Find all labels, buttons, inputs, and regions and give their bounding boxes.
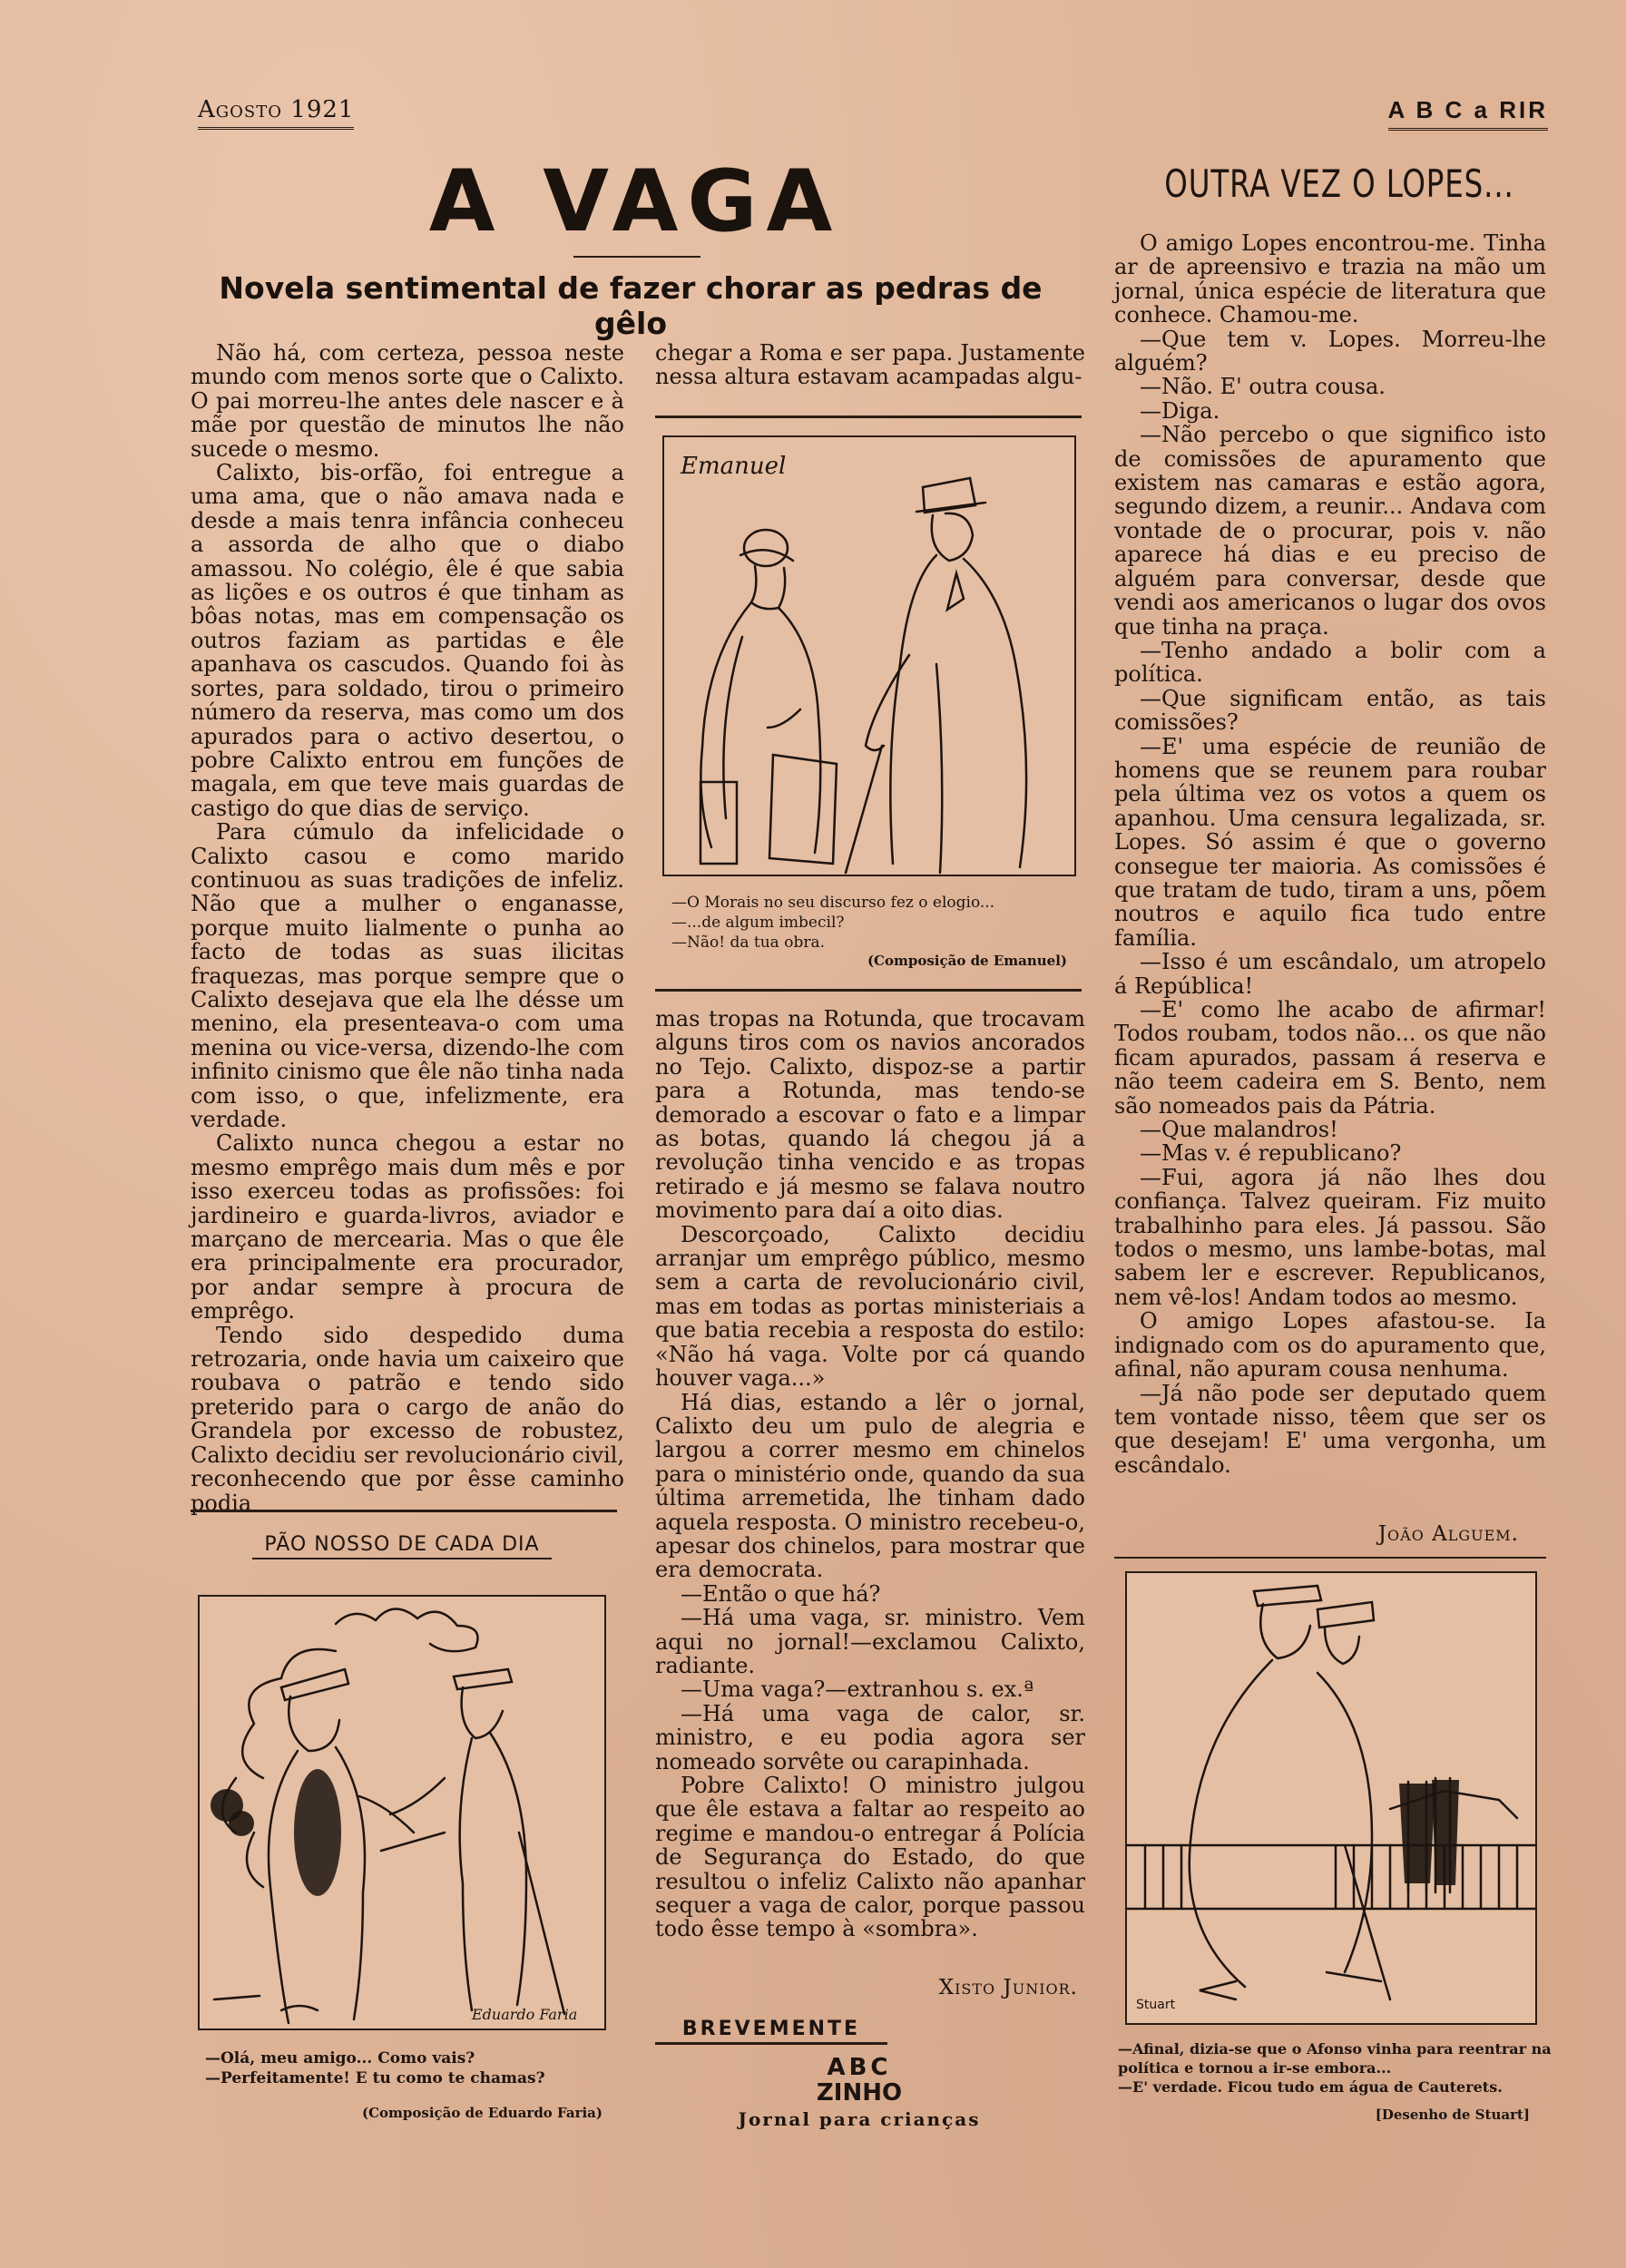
paragraph: mas tropas na Rotunda, que trocavam alguns tiros com os navios ancorados no Tejo. Calixto, dispoz-se a partir para a Rotunda, mas tendo-se demorado a escovar o fato e a limpar as botas, quando lá chegou já a revolução tinha vencido e as tropas retirado e já mesmo se falava noutro movimento para daí a oito dias. <box>655 1006 1085 1224</box>
divider <box>191 1510 617 1512</box>
side-story-title: OUTRA VEZ O LOPES... <box>1164 161 1514 206</box>
paragraph: —Uma vaga?—extranhou s. ex.ª <box>681 1677 1034 1703</box>
caption-line: —E' verdade. Ficou tudo em água de Cauterets. <box>1118 2078 1503 2096</box>
paragraph: —E' uma espécie de reunião de homens que se reunem para roubar pela última vez os votos a quem os apanhou. Uma censura legalizada, sr. Lopes. Só assim é que o governo consegue ter maioria. As comissões é que tratam de tudo, tiram a uns, põem noutros e aquilo fica tudo entre família. <box>1114 733 1546 951</box>
cartoon-emanuel-drawing <box>664 437 1074 875</box>
title-divider <box>573 256 700 258</box>
paragraph: —Mas v. é republicano? <box>1140 1140 1402 1167</box>
paragraph: —Que significam então, as tais comissões? <box>1114 685 1546 736</box>
caption-line: —O Morais no seu discurso fez o elogio... <box>671 894 995 912</box>
cartoon-faria-caption <box>205 2048 622 2088</box>
paragraph: —Que tem v. Lopes. Morreu-lhe alguém? <box>1114 326 1546 376</box>
paragraph: —Então o que há? <box>681 1580 881 1607</box>
paragraph: Não há, com certeza, pessoa neste mundo com menos sorte que o Calixto. O pai morreu-lhe antes dele nascer e à mãe por questão de minutos lhe não sucede o mesmo. <box>191 340 624 462</box>
cartoon-faria-credit: (Composição de Eduardo Faria) <box>361 2105 602 2121</box>
divider <box>1114 1557 1546 1559</box>
announcement-line-3: Jornal para crianças <box>738 2108 981 2130</box>
paragraph: Para cúmulo da infelicidade o Calixto casou e como marido continuou as suas tradições de infeliz. Não que a mulher o enganasse, porque muito lialmente o punha ao facto de todas as suas ilicitas fraquezas, mas porque sempre que o Calixto desejava que ela lhe désse um menino, ela presenteava-o com uma menina ou vice-versa, dizendo-lhe com infinito cinismo que êle não tinha nada com isso, o que, infelizmente, era verdade. <box>191 819 624 1132</box>
side-story-column <box>1114 231 1546 1477</box>
story-column-1 <box>191 341 624 1515</box>
paragraph: —Não. E' outra cousa. <box>1140 374 1386 400</box>
story-title: A VAGA <box>428 152 842 251</box>
announcement-line-1: ABC <box>827 2054 892 2081</box>
paragraph: Há dias, estando a lêr o jornal, Calixto deu um pulo de alegria e largou a correr mesmo em chinelos para o ministério onde, quando da sua última arremetida, lhe tinham dado aquela resposta. O ministro recebeu-o, apesar dos chinelos, para mostrar que era democrata. <box>655 1389 1085 1583</box>
cartoon-signature: Emanuel <box>681 453 787 480</box>
paragraph: —Que malandros! <box>1140 1117 1338 1143</box>
caption-line: —Não! da tua obra. <box>671 934 826 952</box>
announcement-line-2: ZINHO <box>816 2079 903 2107</box>
story-column-2-top <box>655 341 1085 389</box>
paragraph: —Há uma vaga de calor, sr. ministro, e eu podia agora ser nomeado sorvête ou carapinhada. <box>655 1700 1085 1774</box>
cartoon-stuart <box>1125 1571 1537 2025</box>
story-subtitle: Novela sentimental de fazer chorar as pedras de gêlo <box>219 270 1043 341</box>
caption-line: —Perfeitamente! E tu como te chamas? <box>205 2069 545 2087</box>
cartoon-emanuel-credit: (Composição de Emanuel) <box>867 953 1067 969</box>
cartoon-faria-title: PÃO NOSSO DE CADA DIA <box>252 1533 552 1559</box>
cartoon-emanuel <box>662 435 1076 876</box>
cartoon-stuart-drawing <box>1127 1573 1535 2023</box>
cartoon-signature: Stuart <box>1136 1998 1176 2012</box>
story-column-2 <box>655 1007 1085 1941</box>
cartoon-stuart-credit: [Desenho de Stuart] <box>1375 2107 1530 2123</box>
cartoon-faria <box>198 1595 606 2030</box>
paragraph: Calixto nunca chegou a estar no mesmo emprêgo mais dum mês e por isso exerceu todas as profissões: foi jardineiro e guarda-livros, aviador e marçano de mercearia. Mas o que êle era principalmente era procurador, por andar sempre à procura de emprêgo. <box>191 1130 624 1325</box>
paragraph: Descorçoado, Calixto decidiu arranjar um emprêgo público, mesmo sem a carta de revolucionário civil, mas em todas as portas ministeriais a que batia recebia a resposta do estilo: «Não há vaga. Volte por cá quando houver vaga...» <box>655 1221 1085 1392</box>
cartoon-faria-drawing <box>200 1597 604 2028</box>
paragraph: Pobre Calixto! O ministro julgou que êle estava a faltar ao respeito ao regime e mandou-o entregar á Polícia de Segurança do Estado, do que resultou o infeliz Calixto não apanhar sequer a vaga de calor, porque passou todo êsse tempo à «sombra». <box>655 1773 1085 1942</box>
paragraph: Tendo sido despedido duma retrozaria, onde havia um caixeiro que roubava o patrão e tendo sido preterido para o cargo de anão do Grandela por excesso de robustez, Calixto decidiu ser revolucionário civil, reconhecendo que por êsse caminho podia <box>191 1322 624 1516</box>
divider <box>655 989 1082 992</box>
paragraph: —Não percebo o que significo isto de comissões de apuramento que existem nas camaras e estão agora, segundo dizem, a reunir... Andava com vontade de o procurar, pois v. não aparece há dias e eu preciso de alguém para conversar, desde que vendi aos americanos o lugar dos ovos que tinha na praça. <box>1114 422 1546 640</box>
paragraph: —Há uma vaga, sr. ministro. Vem aqui no jornal!—exclamou Calixto, radiante. <box>655 1605 1085 1678</box>
magazine-name: A B C a RIR <box>1388 96 1549 131</box>
cartoon-emanuel-caption <box>671 893 1071 953</box>
paragraph: Calixto, bis-orfão, foi entregue a uma ama, que o não amava nada e desde a mais tenra infância conheceu a assorda de alho que o diabo amassou. No colégio, êle é que sabia as lições e os outros é que tinham as bôas notas, mas em compensação os outros faziam as partidas e êle apanhava os cascudos. Quando foi às sortes, para soldado, tirou o primeiro número da reserva, mas como um dos apurados para o activo desertou, o pobre Calixto entrou em funções de magala, em que teve mais guardas de castigo do que dias de serviço. <box>191 460 624 821</box>
paragraph: —Fui, agora já não lhes dou confiança. Talvez queiram. Fiz muito trabalhinho para eles. Já passou. São todos o mesmo, uns lambe-botas, mal sabem ler e escrever. Republicanos, nem vê-los! Andam todos ao mesmo. <box>1114 1164 1546 1310</box>
story-signature: Xisto Junior. <box>938 1976 1078 1999</box>
paragraph: —Diga. <box>1140 397 1220 424</box>
paragraph: chegar a Roma e ser papa. Justamente nessa altura estavam acampadas algu- <box>655 340 1085 390</box>
announcement-heading: BREVEMENTE <box>655 2018 887 2045</box>
paragraph: —E' como lhe acabo de afirmar! Todos roubam, todos não... os que não ficam apurados, passam á reserva e não teem cadeira em S. Bento, nem são nomeados pais da Pátria. <box>1114 997 1546 1119</box>
caption-line: —Olá, meu amigo... Como vais? <box>205 2049 475 2068</box>
caption-line: —...de algum imbecil? <box>671 914 845 932</box>
paragraph: O amigo Lopes encontrou-me. Tinha ar de apreensivo e trazia na mão um jornal, única espécie de literatura que conhece. Chamou-me. <box>1114 230 1546 328</box>
side-story-signature: João Alguem. <box>1377 1522 1519 1546</box>
issue-date: Agosto 1921 <box>198 96 354 130</box>
divider <box>655 415 1082 418</box>
paragraph: O amigo Lopes afastou-se. Ia indignado com os do apuramento que, afinal, não apuram cousa nenhuma. <box>1114 1308 1546 1383</box>
cartoon-stuart-caption <box>1118 2039 1553 2097</box>
paragraph: —Já não pode ser deputado quem tem vontade nisso, têem que ser os que desejam! E' uma vergonha, um escândalo. <box>1114 1380 1546 1478</box>
paragraph: —Isso é um escândalo, um atropelo á República! <box>1114 949 1546 999</box>
paragraph: —Tenho andado a bolir com a política. <box>1114 637 1546 688</box>
caption-line: —Afinal, dizia-se que o Afonso vinha para reentrar na política e tornou a ir-se embora... <box>1118 2040 1552 2077</box>
cartoon-signature: Eduardo Faria <box>472 2006 578 2023</box>
